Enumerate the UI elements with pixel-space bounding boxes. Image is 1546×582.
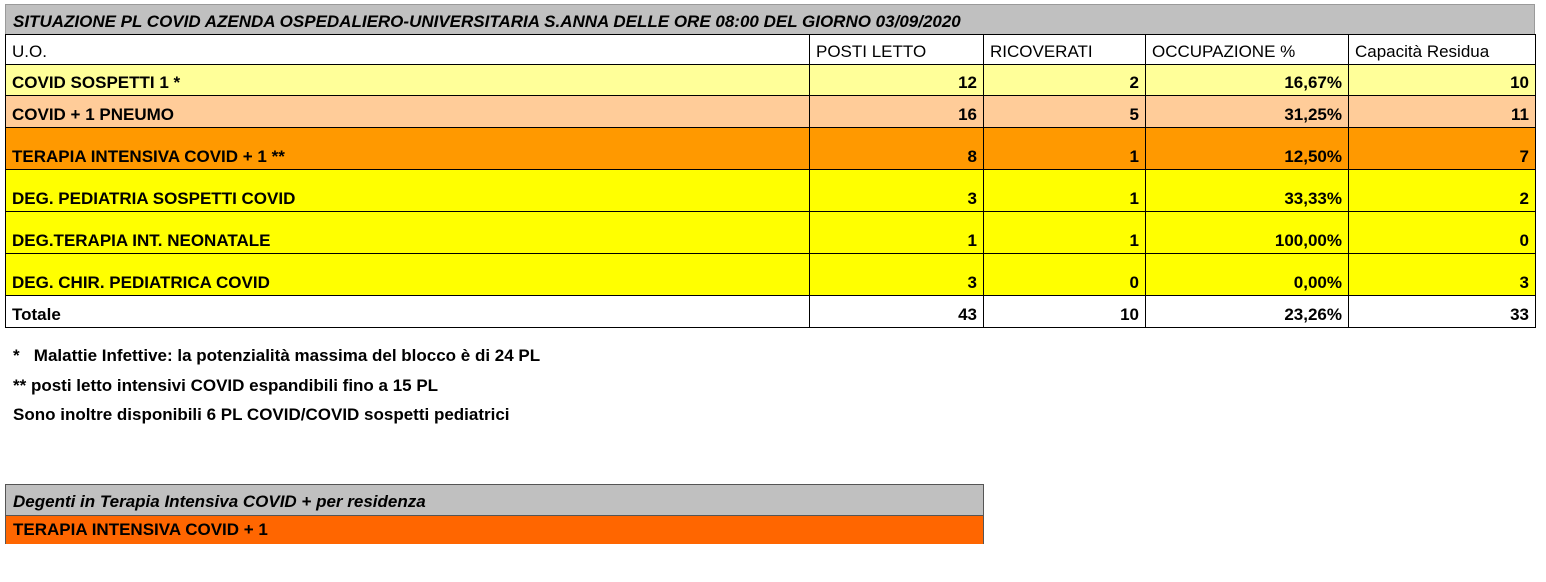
total-posti: 43	[810, 296, 984, 328]
total-ricoverati: 10	[984, 296, 1146, 328]
table-row	[6, 96, 1536, 128]
col-header-posti: POSTI LETTO	[810, 35, 984, 65]
total-occupazione: 23,26%	[1146, 296, 1349, 328]
row-residua: 3	[1349, 254, 1536, 296]
residence-table-title: Degenti in Terapia Intensiva COVID + per residenza	[5, 484, 984, 516]
row-residua: 0	[1349, 212, 1536, 254]
row-residua: 10	[1349, 65, 1536, 96]
row-ricoverati: 1	[984, 170, 1146, 212]
row-posti: 3	[810, 170, 984, 212]
row-posti: 3	[810, 254, 984, 296]
total-row	[6, 296, 1536, 328]
row-name: COVID + 1 PNEUMO	[6, 96, 810, 128]
row-posti: 16	[810, 96, 984, 128]
bed-status-table	[5, 4, 1535, 328]
bed-grid	[5, 34, 1536, 328]
col-header-uo: U.O.	[6, 35, 810, 65]
table-title: SITUAZIONE PL COVID AZENDA OSPEDALIERO-UNIVERSITARIA S.ANNA DELLE ORE 08:00 DEL GIORNO 03/09/2020	[5, 4, 1535, 34]
table-row	[6, 65, 1536, 96]
row-ricoverati: 0	[984, 254, 1146, 296]
row-name: COVID SOSPETTI 1 *	[6, 65, 810, 96]
footnotes	[13, 341, 540, 430]
row-name: DEG.TERAPIA INT. NEONATALE	[6, 212, 810, 254]
footnote: * Malattie Infettive: la potenzialità massima del blocco è di 24 PL	[13, 346, 541, 365]
col-header-ricoverati: RICOVERATI	[984, 35, 1146, 65]
row-occupazione: 12,50%	[1146, 128, 1349, 170]
row-occupazione: 0,00%	[1146, 254, 1349, 296]
residence-table-row: TERAPIA INTENSIVA COVID + 1	[5, 516, 984, 544]
row-posti: 1	[810, 212, 984, 254]
row-occupazione: 31,25%	[1146, 96, 1349, 128]
row-residua: 11	[1349, 96, 1536, 128]
header-row	[6, 35, 1536, 65]
row-ricoverati: 1	[984, 128, 1146, 170]
residence-table	[5, 484, 984, 544]
row-residua: 7	[1349, 128, 1536, 170]
row-name: TERAPIA INTENSIVA COVID + 1 **	[6, 128, 810, 170]
table-row	[6, 212, 1536, 254]
row-occupazione: 16,67%	[1146, 65, 1349, 96]
footnote: Sono inoltre disponibili 6 PL COVID/COVID sospetti pediatrici	[13, 405, 510, 424]
col-header-occupazione: OCCUPAZIONE %	[1146, 35, 1349, 65]
row-ricoverati: 1	[984, 212, 1146, 254]
table-row	[6, 170, 1536, 212]
table-row	[6, 128, 1536, 170]
row-name: DEG. CHIR. PEDIATRICA COVID	[6, 254, 810, 296]
row-posti: 8	[810, 128, 984, 170]
row-ricoverati: 2	[984, 65, 1146, 96]
table-row	[6, 254, 1536, 296]
row-occupazione: 100,00%	[1146, 212, 1349, 254]
footnote: ** posti letto intensivi COVID espandibili fino a 15 PL	[13, 375, 439, 395]
row-residua: 2	[1349, 170, 1536, 212]
total-label: Totale	[6, 296, 810, 328]
row-posti: 12	[810, 65, 984, 96]
total-residua: 33	[1349, 296, 1536, 328]
col-header-residua: Capacità Residua	[1349, 35, 1536, 65]
row-ricoverati: 5	[984, 96, 1146, 128]
row-occupazione: 33,33%	[1146, 170, 1349, 212]
row-name: DEG. PEDIATRIA SOSPETTI COVID	[6, 170, 810, 212]
